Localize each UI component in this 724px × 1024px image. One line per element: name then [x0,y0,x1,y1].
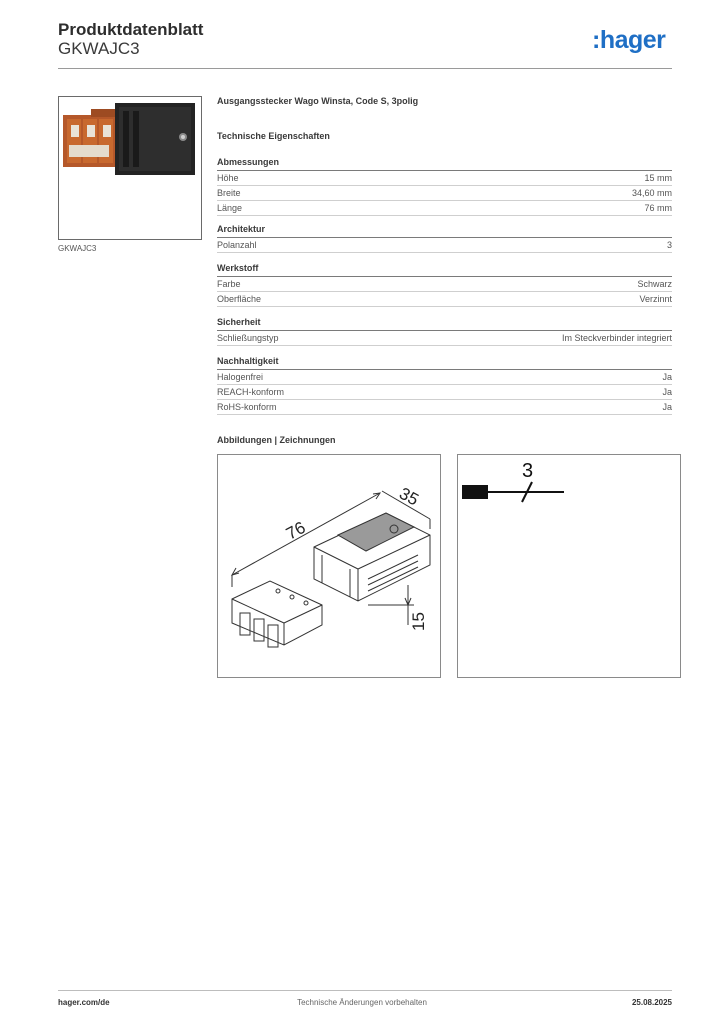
property-value: 76 mm [644,203,672,213]
connector-dimension-icon [218,455,440,677]
footer-divider [58,990,672,991]
hager-logo: :hager [592,26,666,54]
property-label: RoHS-konform [217,402,277,412]
product-code: GKWAJC3 [58,39,140,58]
header-divider [58,68,672,69]
dimension-length-label: 76 [282,517,309,544]
property-value: 34,60 mm [631,188,672,198]
property-label: Farbe [217,279,241,289]
property-row [217,277,672,292]
property-label: Länge [217,203,243,213]
property-value: 15 mm [644,173,672,183]
property-label: Oberfläche [217,294,262,304]
group-title: Abmessungen [217,156,672,171]
footer-notice: Technische Änderungen vorbehalten [297,998,427,1007]
group-architektur [217,223,672,253]
group-nachhaltigkeit [217,355,672,415]
footer-date: 25.08.2025 [631,998,672,1007]
connector-photo-icon [59,97,201,239]
property-row [217,186,672,201]
dimension-drawing [217,454,441,678]
group-abmessungen [217,156,672,216]
property-value: Ja [662,372,672,382]
group-werkstoff [217,262,672,307]
property-row [217,400,672,415]
property-label: Schließungstyp [217,333,279,343]
property-row [217,292,672,307]
property-value: Schwarz [637,279,672,289]
property-label: Halogenfrei [217,372,264,382]
group-title: Sicherheit [217,316,672,331]
dimension-height-label: 15 [409,612,428,631]
property-label: REACH-konform [217,387,285,397]
group-title: Architektur [217,223,672,238]
property-value: 3 [666,240,672,250]
property-row [217,201,672,216]
property-value: Ja [662,402,672,412]
property-value: Ja [662,387,672,397]
group-title: Nachhaltigkeit [217,355,672,370]
footer-website-link[interactable]: hager.com/de [58,998,110,1007]
property-row [217,385,672,400]
property-row [217,331,672,346]
property-value: Im Steckverbinder integriert [561,333,672,343]
property-value: Verzinnt [639,294,672,304]
page-title: Produktdatenblatt [58,20,204,39]
schematic-symbol [457,454,681,678]
product-image [58,96,202,240]
property-row [217,238,672,253]
property-label: Breite [217,188,241,198]
property-label: Polanzahl [217,240,257,250]
dimension-width-label: 35 [396,483,422,510]
drawings-heading: Abbildungen | Zeichnungen [217,435,336,445]
image-caption: GKWAJC3 [58,244,97,253]
plug-symbol-icon [458,455,680,677]
section-heading: Technische Eigenschaften [217,131,330,141]
group-sicherheit [217,316,672,346]
property-row [217,171,672,186]
product-description: Ausgangsstecker Wago Winsta, Code S, 3polig [217,96,419,106]
property-row [217,370,672,385]
pole-count-label: 3 [522,460,534,482]
group-title: Werkstoff [217,262,672,277]
property-label: Höhe [217,173,239,183]
